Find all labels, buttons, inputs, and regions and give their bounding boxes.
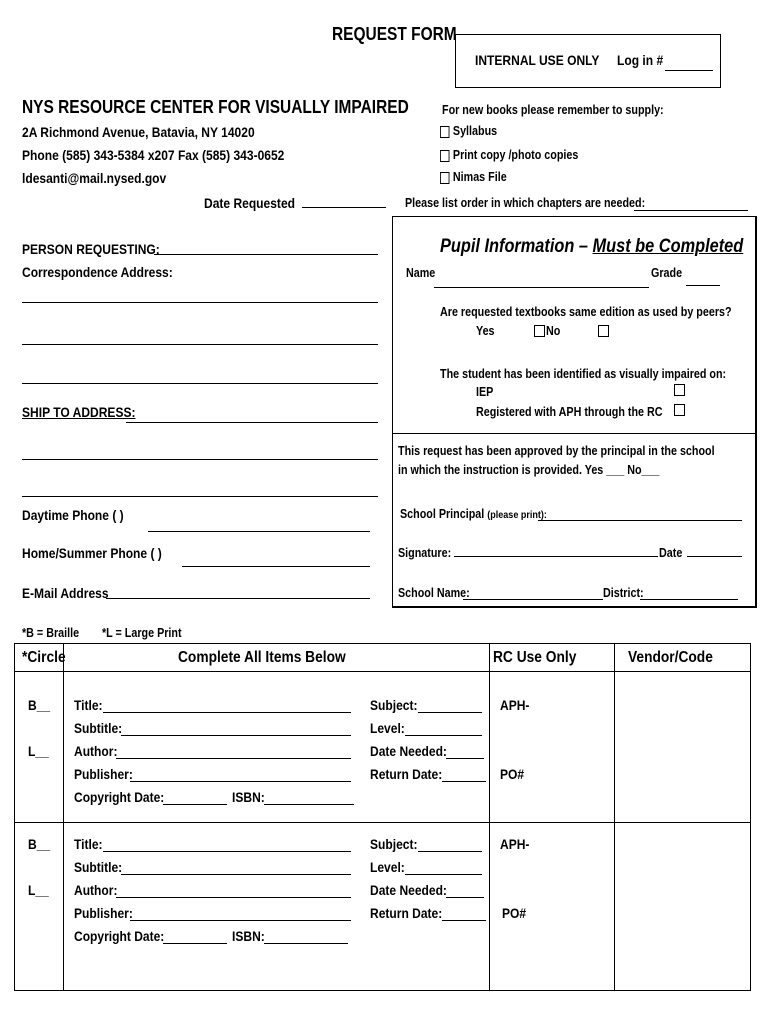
large-print-option[interactable]: L__: [28, 743, 49, 759]
braille-option[interactable]: B__: [28, 836, 51, 852]
log-in-field[interactable]: [665, 70, 713, 71]
level-field[interactable]: [405, 874, 482, 875]
correspondence-line-2[interactable]: [22, 344, 378, 345]
school-name-field[interactable]: [463, 599, 603, 600]
identified-label: The student has been identified as visually impaired on:: [440, 367, 727, 381]
daytime-phone-label: Daytime Phone ( ): [22, 507, 124, 523]
iep-checkbox-icon[interactable]: [674, 384, 685, 396]
correspondence-label: Correspondence Address:: [22, 264, 173, 280]
subtitle-label: Subtitle:: [74, 859, 123, 875]
home-phone-label: Home/Summer Phone ( ): [22, 545, 162, 561]
date-requested-label: Date Requested: [204, 195, 295, 211]
author-field[interactable]: [116, 758, 351, 759]
col-divider-1: [63, 643, 64, 991]
date-requested-field[interactable]: [302, 207, 386, 208]
large-print-option[interactable]: L__: [28, 882, 49, 898]
ship-to-line-1[interactable]: [126, 422, 378, 423]
isbn-field[interactable]: [264, 943, 348, 944]
signature-field[interactable]: [454, 556, 658, 557]
org-email: ldesanti@mail.nysed.gov: [22, 170, 167, 186]
chapters-label: Please list order in which chapters are needed:: [405, 196, 646, 210]
return-date-field[interactable]: [442, 781, 486, 782]
title-label: Title:: [74, 697, 103, 713]
supply-syllabus[interactable]: Syllabus: [440, 124, 497, 138]
date-needed-label: Date Needed:: [370, 743, 447, 759]
publisher-field[interactable]: [130, 781, 351, 782]
pupil-title: Pupil Information – Must be Completed: [440, 236, 744, 257]
pupil-divider: [392, 433, 757, 434]
subtitle-label: Subtitle:: [74, 720, 123, 736]
log-in-label: Log in #: [617, 52, 664, 68]
correspondence-line-1[interactable]: [22, 302, 378, 303]
publisher-label: Publisher:: [74, 905, 133, 921]
grade-field[interactable]: [686, 285, 720, 286]
col-divider-3: [614, 643, 615, 991]
level-field[interactable]: [405, 735, 482, 736]
principal-date-field[interactable]: [687, 556, 742, 557]
ship-to-line-2[interactable]: [22, 459, 378, 460]
supply-nimas[interactable]: Nimas File: [440, 170, 507, 184]
subject-field[interactable]: [418, 851, 482, 852]
po-label: PO#: [502, 905, 527, 921]
correspondence-line-3[interactable]: [22, 383, 378, 384]
checkbox-icon: [440, 126, 449, 138]
legend-large-print: *L = Large Print: [102, 626, 182, 640]
edition-question: Are requested textbooks same edition as used by peers?: [440, 305, 732, 319]
pupil-box-top: [392, 216, 757, 217]
copyright-label: Copyright Date:: [74, 928, 165, 944]
subject-field[interactable]: [418, 712, 482, 713]
table-row-divider: [14, 822, 751, 823]
checkbox-icon: [440, 150, 449, 162]
person-requesting-label: PERSON REQUESTING:: [22, 241, 160, 257]
org-name: NYS RESOURCE CENTER FOR VISUALLY IMPAIRED: [22, 97, 409, 117]
person-requesting-field[interactable]: [154, 254, 378, 255]
author-label: Author:: [74, 882, 118, 898]
checkbox-icon: [440, 172, 449, 184]
copyright-field[interactable]: [163, 943, 227, 944]
isbn-label: ISBN:: [232, 789, 265, 805]
grade-label: Grade: [651, 266, 683, 280]
publisher-label: Publisher:: [74, 766, 133, 782]
daytime-phone-field[interactable]: [148, 531, 370, 532]
date-needed-field[interactable]: [446, 897, 484, 898]
school-name-label: School Name:: [398, 586, 470, 600]
braille-option[interactable]: B__: [28, 697, 51, 713]
pupil-name-field[interactable]: [434, 287, 649, 288]
email-label: E-Mail Address: [22, 585, 109, 601]
aph-checkbox-icon[interactable]: [674, 404, 685, 416]
principal-label: School Principal (please print):: [400, 507, 547, 521]
district-label: District:: [603, 586, 644, 600]
approved-line-1: This request has been approved by the principal in the school: [398, 444, 715, 458]
internal-use-label: INTERNAL USE ONLY: [475, 52, 600, 68]
title-field[interactable]: [103, 712, 351, 713]
signature-label: Signature:: [398, 546, 452, 560]
return-date-field[interactable]: [442, 920, 486, 921]
copyright-label: Copyright Date:: [74, 789, 165, 805]
copyright-field[interactable]: [163, 804, 227, 805]
home-phone-field[interactable]: [182, 566, 370, 567]
principal-field[interactable]: [538, 520, 742, 521]
level-label: Level:: [370, 859, 405, 875]
subtitle-field[interactable]: [121, 874, 351, 875]
return-date-label: Return Date:: [370, 905, 443, 921]
ship-to-label: SHIP TO ADDRESS:: [22, 404, 136, 420]
level-label: Level:: [370, 720, 405, 736]
table-header-divider: [14, 671, 751, 672]
publisher-field[interactable]: [130, 920, 351, 921]
author-label: Author:: [74, 743, 118, 759]
isbn-label: ISBN:: [232, 928, 265, 944]
po-label: PO#: [500, 766, 525, 782]
edition-yes-checkbox-icon[interactable]: [534, 325, 545, 337]
supply-print-copy[interactable]: Print copy /photo copies: [440, 148, 578, 162]
email-field[interactable]: [106, 598, 370, 599]
principal-date-label: Date: [659, 546, 683, 560]
date-needed-label: Date Needed:: [370, 882, 447, 898]
edition-no: No: [546, 324, 561, 338]
aph-code-label: APH-: [500, 697, 530, 713]
pupil-name-label: Name: [406, 266, 436, 280]
title-label: Title:: [74, 836, 103, 852]
chapters-field[interactable]: [634, 210, 748, 211]
subject-label: Subject:: [370, 836, 418, 852]
district-field[interactable]: [640, 599, 738, 600]
table-header-items: Complete All Items Below: [178, 649, 346, 666]
form-title: REQUEST FORM: [332, 24, 457, 44]
aph-code-label: APH-: [500, 836, 530, 852]
return-date-label: Return Date:: [370, 766, 443, 782]
table-header-rc-use: RC Use Only: [493, 649, 577, 666]
supply-heading: For new books please remember to supply:: [442, 103, 664, 117]
iep-label: IEP: [476, 385, 494, 399]
subtitle-field[interactable]: [121, 735, 351, 736]
org-address: 2A Richmond Avenue, Batavia, NY 14020: [22, 124, 255, 140]
subject-label: Subject:: [370, 697, 418, 713]
table-header-vendor: Vendor/Code: [628, 649, 713, 666]
aph-label: Registered with APH through the RC: [476, 405, 663, 419]
isbn-field[interactable]: [264, 804, 354, 805]
col-divider-2: [489, 643, 490, 991]
author-field[interactable]: [116, 897, 351, 898]
edition-yes[interactable]: Yes: [476, 324, 495, 338]
approved-line-2: in which the instruction is provided. Yes ___ No___: [398, 463, 660, 477]
legend-braille: *B = Braille: [22, 626, 80, 640]
ship-to-line-3[interactable]: [22, 496, 378, 497]
date-needed-field[interactable]: [446, 758, 484, 759]
org-phone: Phone (585) 343-5384 x207 Fax (585) 343-0652: [22, 147, 285, 163]
edition-no-checkbox-icon[interactable]: [598, 325, 609, 337]
table-header-circle: *Circle: [22, 649, 66, 666]
title-field[interactable]: [103, 851, 351, 852]
